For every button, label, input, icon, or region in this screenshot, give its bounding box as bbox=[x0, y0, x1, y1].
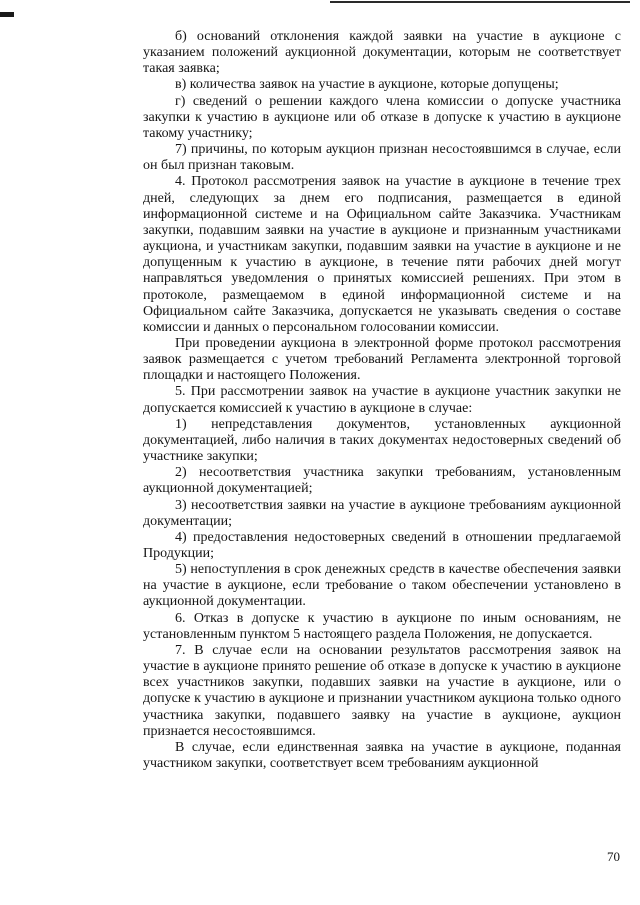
paragraph-single-bid: В случае, если единственная заявка на участие в аукционе, поданная участником закупки, соответствует всем требованиям аукционной bbox=[143, 739, 621, 772]
paragraph-section-7: 7. В случае если на основании результатов рассмотрения заявок на участие в аукционе принято решение об отказе в допуске к участию в аукционе всех участников закупки, подавших заявки на участие в аукционе, или о допуске к участию в аукционе и признании участником аукциона только одного участника закупки, подавшего заявку на участие в аукционе, аукцион признается несостоявшимся. bbox=[143, 642, 621, 739]
scan-edge-mark bbox=[0, 12, 14, 17]
paragraph-reason-5: 5) непоступления в срок денежных средств в качестве обеспечения заявки на участие в аукционе, если требование о таком обеспечении установлено в аукционной документации. bbox=[143, 562, 621, 610]
paragraph-reason-3: 3) несоответствия заявки на участие в аукционе требованиям аукционной документации; bbox=[143, 497, 621, 529]
paragraph-section-5: 5. При рассмотрении заявок на участие в аукционе участник закупки не допускается комиссией к участию в аукционе в случае: bbox=[143, 384, 621, 416]
scan-top-line bbox=[330, 1, 630, 3]
paragraph-reason-1: 1) непредставления документов, установленных аукционной документацией, либо наличия в таких документах недостоверных сведений об участнике закупки; bbox=[143, 416, 621, 465]
paragraph-clause-v: в) количества заявок на участие в аукционе, которые допущены; bbox=[175, 77, 559, 93]
paragraph-clause-g: г) сведений о решении каждого члена комиссии о допуске участника закупки к участию в аукционе или об отказе в допуске к участию в аукционе такому участнику; bbox=[143, 93, 621, 141]
paragraph-clause-b: б) оснований отклонения каждой заявки на участие в аукционе с указанием положений аукционной документации, которым не соответствует такая заявка; bbox=[143, 29, 621, 77]
paragraph-reason-2: 2) несоответствия участника закупки требованиям, установленным аукционной документацией; bbox=[143, 465, 621, 497]
paragraph-reason-4: 4) предоставления недостоверных сведений в отношении предлагаемой Продукции; bbox=[143, 529, 621, 561]
document-body bbox=[143, 29, 621, 772]
paragraph-section-6: 6. Отказ в допуске к участию в аукционе по иным основаниям, не установленным пунктом 5 настоящего раздела Положения, не допускается. bbox=[143, 610, 621, 642]
page-number: 70 bbox=[607, 849, 620, 864]
paragraph-electronic-form: При проведении аукциона в электронной форме протокол рассмотрения заявок размещается с учетом требований Регламента электронной торговой площадки и настоящего Положения. bbox=[143, 335, 621, 384]
paragraph-section-4: 4. Протокол рассмотрения заявок на участие в аукционе в течение трех дней, следующих за днем его подписания, размещается в единой информационной системе и на Официальном сайте Заказчика. Участникам закупки, подавшим заявки на участие в аукционе и признанным участниками аукциона, и участникам закупки, подавшим заявки на участие в аукционе и не допущенным к участию в аукционе, в течение пяти рабочих дней могут направляться уведомления о принятых комиссией решениях. При этом в протоколе, размещаемом в единой информационной системе и на Официальном сайте Заказчика, допускается не указывать сведения о составе комиссии и данных о персональном голосовании комиссии. bbox=[143, 174, 621, 335]
paragraph-item-7: 7) причины, по которым аукцион признан несостоявшимся в случае, если он был признан таковым. bbox=[143, 142, 621, 174]
